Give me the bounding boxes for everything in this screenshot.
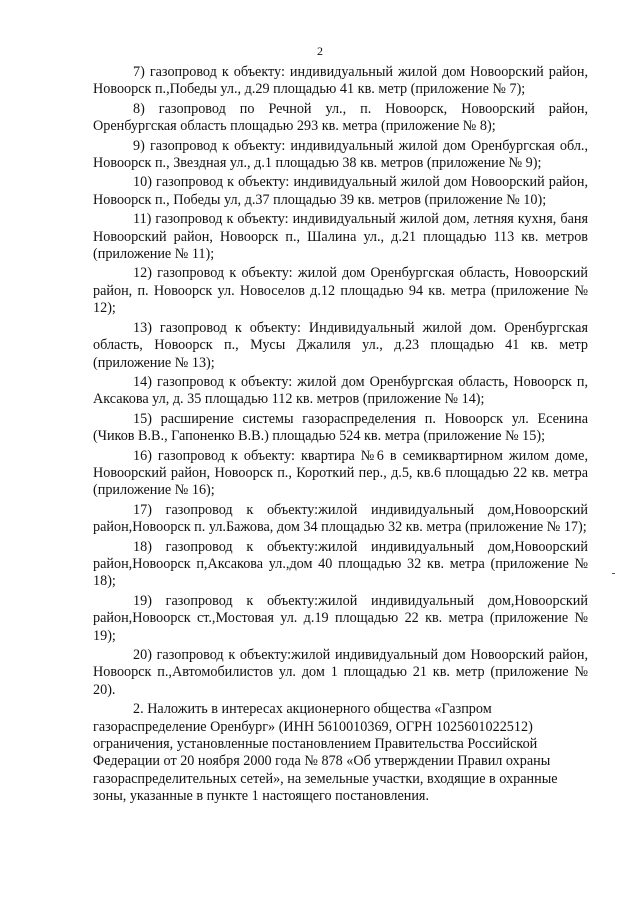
page-number: 2 (317, 44, 323, 58)
list-item-17: 17) газопровод к объекту:жилой индивидуальный дом,Новоорский район,Новоорск п. ул.Бажова, дом 34 площадью 32 кв. метра (приложение № 17); (93, 501, 588, 536)
list-item-12: 12) газопровод к объекту: жилой дом Оренбургская область, Новоорский район, п. Новоорск ул. Новоселов д.12 площадью 94 кв. метра (приложение № 12); (93, 265, 588, 317)
list-item-15: 15) расширение системы газораспределения п. Новоорск ул. Есенина (Чиков В.В., Гапоненко В.В.) площадью 524 кв. метра (приложение № 15); (93, 410, 588, 445)
section-2-paragraph: 2. Наложить в интересах акционерного общества «Газпром газораспределение Оренбург» (ИНН 5610010369, ОГРН 1025601022512) ограничения, установленные постановлением Правительства Российской Федерации от 20 ноября 2000 года № 878 «Об утверждении Правил охраны газораспределительных сетей», на земельные участки, входящие в охранные зоны, указанные в пункте 1 настоящего постановления. (93, 701, 558, 805)
list-item-20: 20) газопровод к объекту:жилой индивидуальный дом Новоорский район, Новоорск п.,Автомобилистов ул. дом 1 площадью 21 кв. метр (приложение № 20). (93, 647, 588, 698)
list-item-13: 13) газопровод к объекту: Индивидуальный жилой дом. Оренбургская область, Новоорск п., Мусы Джалиля ул., д.23 площадью 41 кв. метр (приложение № 13); (93, 319, 588, 371)
document-body (93, 64, 588, 808)
list-item-8: 8) газопровод по Речной ул., п. Новоорск, Новоорский район, Оренбургская область площадью 293 кв. метра (приложение № 8); (93, 100, 588, 135)
list-item-10: 10) газопровод к объекту: индивидуальный жилой дом Новоорский район, Новоорск п., Победы ул, д.37 площадью 39 кв. метров (приложение № 10); (93, 174, 588, 208)
list-item-9: 9) газопровод к объекту: индивидуальный жилой дом Оренбургская обл., Новоорск п., Звездная ул., д.1 площадью 38 кв. метров (приложение № 9); (93, 137, 588, 172)
list-item-19: 19) газопровод к объекту:жилой индивидуальный дом,Новоорский район,Новоорск ст.,Мостовая ул. д.19 площадью 22 кв. метра (приложение № 19); (93, 592, 588, 644)
list-item-11: 11) газопровод к объекту: индивидуальный жилой дом, летняя кухня, баня Новоорский район, Новоорск п., Шалина ул., д.21 площадью 113 кв. метров (приложение № 11); (93, 211, 588, 263)
list-item-14: 14) газопровод к объекту: жилой дом Оренбургская область, Новоорск п, Аксакова ул, д. 35 площадью 112 кв. метров (приложение № 14); (93, 373, 588, 408)
list-item-18: 18) газопровод к объекту:жилой индивидуальный дом,Новоорский район,Новоорск п,Аксакова ул.,дом 40 площадью 32 кв. метра (приложение № 18); (93, 538, 588, 590)
list-item-16: 16) газопровод к объекту: квартира №6 в семиквартирном жилом доме, Новоорский район, Новоорск п., Короткий пер., д.5, кв.6 площадью 22 кв. метра (приложение № 16); (93, 447, 588, 499)
list-item-7: 7) газопровод к объекту: индивидуальный жилой дом Новоорский район, Новоорск п.,Победы ул., д.29 площадью 41 кв. метр (приложение № 7); (93, 64, 588, 98)
scan-mark (612, 573, 615, 574)
